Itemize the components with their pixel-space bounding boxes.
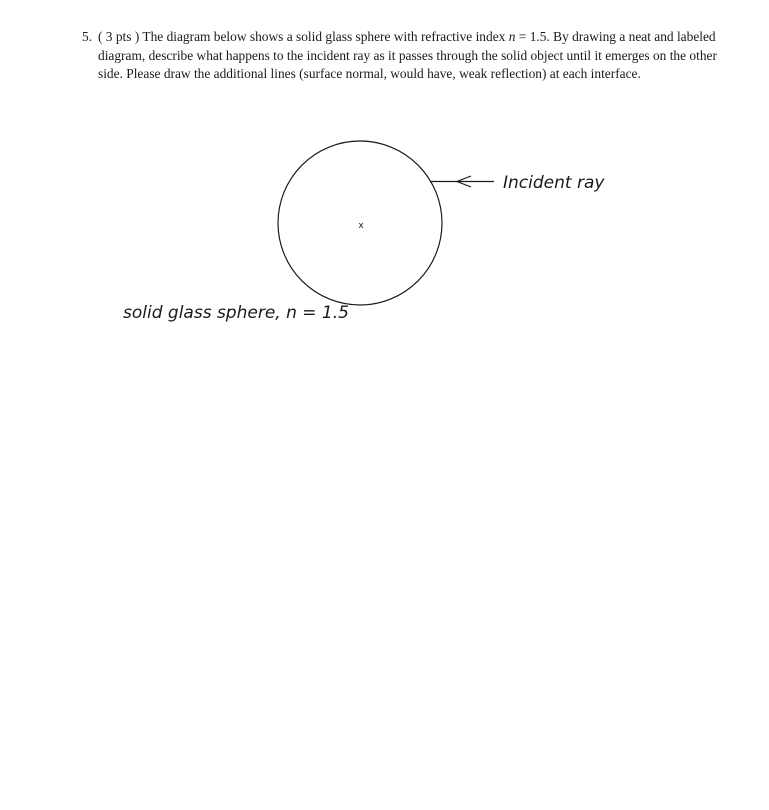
incident-ray-label: Incident ray [503, 173, 605, 193]
question-number: 5. [82, 29, 93, 44]
question-text-part2: By drawing a neat and labeled diagram, describe what happens to the incident ray as it passes through the solid object until it emerges on the other side. Please draw the additional lines (surface normal, would have, weak reflection) at each interface. [98, 29, 717, 82]
refractive-index-symbol: n [508, 29, 516, 44]
question-points: ( 3 pts ) [98, 29, 140, 44]
sphere-label: solid glass sphere, n = 1.5 [123, 303, 349, 323]
refractive-index-value: 1.5. [529, 29, 550, 44]
sphere-center-mark: x [358, 221, 364, 231]
question-text-part1: The diagram below shows a solid glass sphere with refractive index [142, 29, 506, 44]
equals-sign: = [518, 29, 527, 44]
